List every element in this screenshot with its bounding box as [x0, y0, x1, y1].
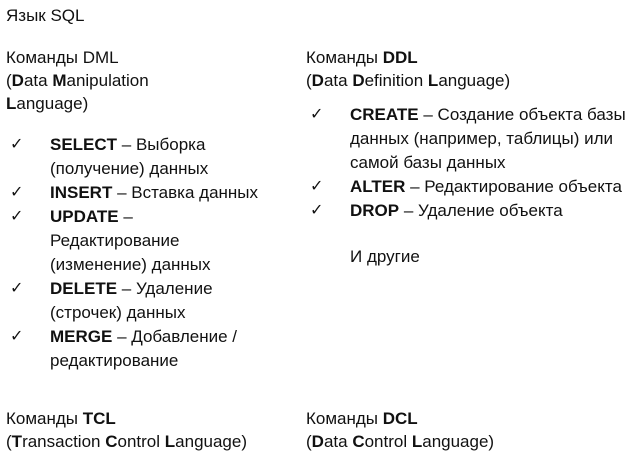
text: L — [411, 432, 423, 451]
command-description: – Вставка данных — [112, 183, 259, 202]
text: ransaction — [22, 432, 106, 451]
text: anguage) — [16, 94, 89, 113]
command-name: DELETE — [50, 279, 118, 298]
checkmark-icon: ✓ — [10, 278, 24, 297]
command-description: – Удаление (строчек) данных — [50, 279, 213, 322]
text: TCL — [82, 409, 116, 428]
text: D — [311, 432, 324, 451]
text: C — [352, 432, 365, 451]
text: L — [427, 71, 439, 90]
ddl-command-list — [306, 103, 626, 223]
dml-heading — [6, 46, 149, 115]
list-item — [6, 205, 266, 277]
tcl-heading — [6, 407, 247, 453]
command-name: CREATE — [350, 105, 419, 124]
dml-heading-line1: Команды DML — [6, 48, 119, 67]
command-description: – Редактирование объекта — [405, 177, 622, 196]
list-item — [306, 175, 626, 199]
text: anipulation — [66, 71, 149, 90]
text: ontrol — [117, 432, 165, 451]
text: ( — [6, 432, 12, 451]
list-item — [6, 181, 266, 205]
checkmark-icon: ✓ — [10, 206, 24, 225]
dcl-heading — [306, 407, 494, 453]
dcl-heading-line2 — [306, 430, 494, 453]
text: anguage) — [175, 432, 247, 451]
text: D — [11, 71, 24, 90]
page-title: Язык SQL — [6, 6, 85, 25]
text: L — [164, 432, 176, 451]
text: DDL — [382, 48, 418, 67]
list-item — [306, 103, 626, 175]
text: M — [52, 71, 67, 90]
text: ( — [306, 432, 312, 451]
text: L — [6, 94, 17, 113]
dml-command-list — [6, 133, 266, 373]
checkmark-icon: ✓ — [10, 134, 24, 153]
command-name: MERGE — [50, 327, 113, 346]
checkmark-icon: ✓ — [310, 104, 324, 123]
command-name: INSERT — [50, 183, 113, 202]
list-item — [6, 277, 266, 325]
list-item — [6, 133, 266, 181]
text: ata — [23, 71, 53, 90]
command-name: DROP — [350, 201, 400, 220]
command-name: UPDATE — [50, 207, 119, 226]
checkmark-icon: ✓ — [10, 182, 24, 201]
text: ata — [323, 432, 353, 451]
ddl-heading — [306, 46, 510, 92]
text: anguage) — [422, 432, 495, 451]
list-item — [306, 199, 626, 223]
command-description: – Создание объекта базы данных (например, таблицы) или самой базы данных — [350, 105, 626, 172]
text: anguage) — [438, 71, 511, 90]
dcl-heading-line1 — [306, 407, 494, 430]
command-description: – Добавление / редактирование — [50, 327, 238, 370]
checkmark-icon: ✓ — [310, 200, 324, 219]
text: ata — [323, 71, 353, 90]
text: Команды — [306, 409, 383, 428]
text: Команды — [6, 409, 83, 428]
command-description: – Удаление объекта — [399, 201, 563, 220]
text: D — [311, 71, 324, 90]
checkmark-icon: ✓ — [310, 176, 324, 195]
text: ( — [6, 71, 12, 90]
command-description: – Выборка (получение) данных — [50, 135, 209, 178]
list-item — [6, 325, 266, 373]
command-name: ALTER — [350, 177, 406, 196]
tcl-heading-line1 — [6, 407, 247, 430]
text: Команды — [306, 48, 383, 67]
command-name: SELECT — [50, 135, 118, 154]
text: D — [352, 71, 365, 90]
ddl-others-note: И другие — [350, 247, 420, 266]
text: DCL — [382, 409, 418, 428]
command-description: – Редактирование (изменение) данных — [50, 207, 211, 274]
dml-heading-line3 — [6, 92, 149, 115]
dml-heading-line2 — [6, 69, 149, 92]
text: ( — [306, 71, 312, 90]
checkmark-icon: ✓ — [10, 326, 24, 345]
ddl-heading-line1 — [306, 46, 510, 69]
text: efinition — [364, 71, 428, 90]
tcl-heading-line2 — [6, 430, 247, 453]
text: T — [11, 432, 23, 451]
text: C — [105, 432, 118, 451]
text: ontrol — [364, 432, 412, 451]
ddl-heading-line2 — [306, 69, 510, 92]
